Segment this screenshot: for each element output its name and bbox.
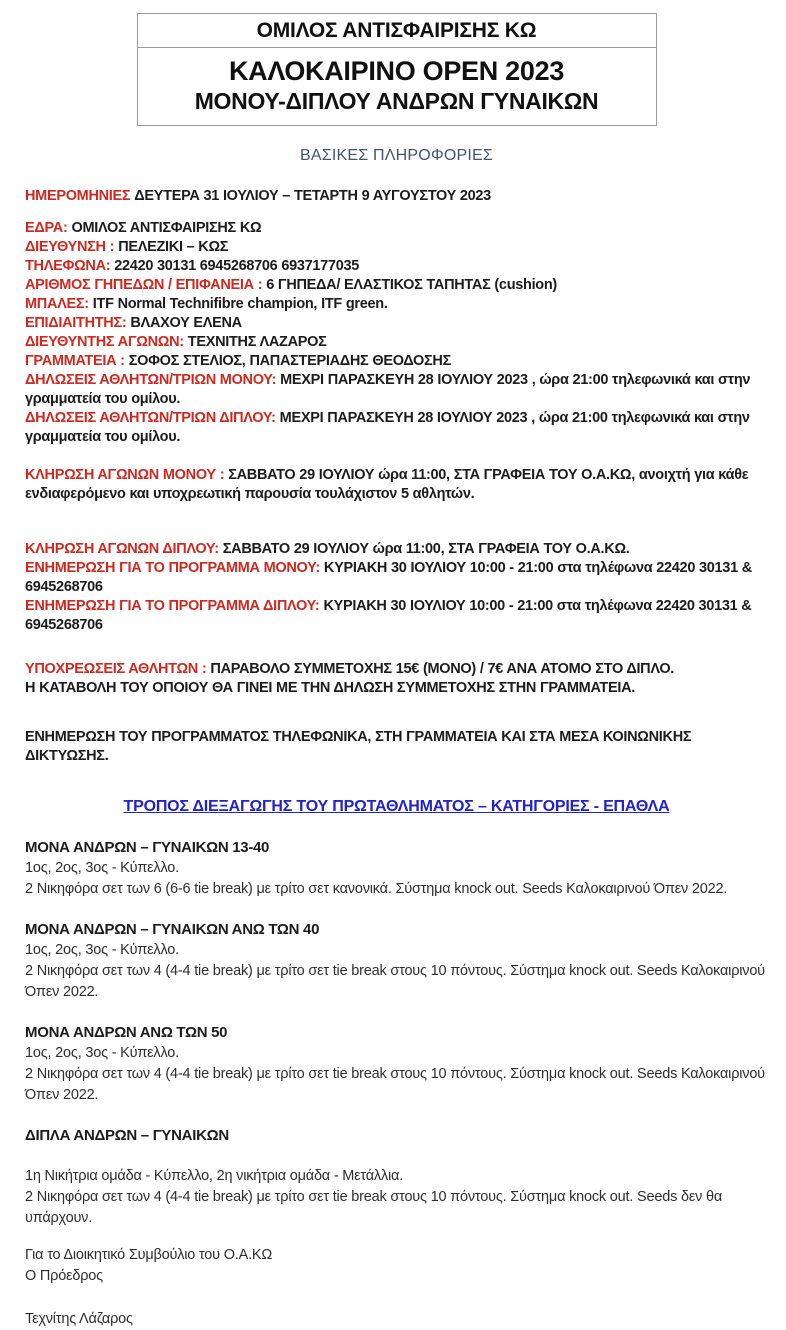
row-label: ΜΠΑΛΕΣ: bbox=[25, 296, 89, 313]
dates-value: ΔΕΥΤΕΡΑ 31 ΙΟΥΛΙΟΥ – ΤΕΤΑΡΤΗ 9 ΑΥΓΟΥΣΤΟΥ 2023 bbox=[134, 188, 491, 205]
row-value: 6 ΓΗΠΕΔΑ/ ΕΛΑΣΤΙΚΟΣ ΤΑΠΗΤΑΣ (cushion) bbox=[266, 277, 557, 294]
category-singles-over-50 bbox=[25, 1022, 768, 1106]
document-page bbox=[0, 13, 786, 1328]
row-value: ΜΕΧΡΙ ΠΑΡΑΣΚΕΥΗ 28 ΙΟΥΛΙΟΥ 2023 , ώρα 21:00 τηλεφωνικά και στην γραμματεία του ομίλου. bbox=[25, 410, 750, 446]
category-prizes-line: 1ος, 2ος, 3ος - Κύπελλο. bbox=[25, 1045, 179, 1062]
rules-heading: ΤΡΟΠΟΣ ΔΙΕΞΑΓΩΓΗΣ ΤΟΥ ΠΡΩΤΑΘΛΗΜΑΤΟΣ – ΚΑΤΗΓΟΡΙΕΣ - ΕΠΑΘΛΑ bbox=[123, 798, 670, 816]
row-label: ΕΠΙΔΙΑΙΤΗΤΗΣ: bbox=[25, 315, 127, 332]
courts-row bbox=[25, 276, 768, 295]
secretariat-row bbox=[25, 352, 768, 371]
row-value: ΟΜΙΛΟΣ ΑΝΤΙΣΦΑΙΡΙΣΗΣ ΚΩ bbox=[71, 220, 262, 237]
row-label: ΚΛΗΡΩΣΗ ΑΓΩΝΩΝ ΔΙΠΛΟΥ: bbox=[25, 541, 219, 558]
row-label: ΔΙΕΥΘΥΝΣΗ : bbox=[25, 239, 115, 256]
draw-doubles-row bbox=[25, 540, 768, 559]
category-format-line: 2 Νικηφόρα σετ των 4 (4-4 tie break) με τρίτο σετ tie break στους 10 πόντους. Σύστημα knock out. Seeds Καλοκαιρινού Όπεν 2022. bbox=[25, 963, 765, 1001]
row-label: ΔΙΕΥΘΥΝΤΗΣ ΑΓΩΝΩΝ: bbox=[25, 334, 184, 351]
event-title-block bbox=[138, 47, 656, 125]
signature-role: Ο Πρόεδρος bbox=[25, 1268, 103, 1285]
category-format-line: 2 Νικηφόρα σετ των 6 (6-6 tie break) με τρίτο σετ κανονικά. Σύστημα knock out. Seeds Καλοκαιρινού Όπεν 2022. bbox=[25, 881, 728, 898]
row-value: ΤΕΧΝΙΤΗΣ ΛΑΖΑΡΟΣ bbox=[187, 334, 327, 351]
category-title: ΜΟΝΑ ΑΝΔΡΩΝ ΑΝΩ ΤΩΝ 50 bbox=[25, 1024, 228, 1042]
category-format-line: 2 Νικηφόρα σετ των 4 (4-4 tie break) με τρίτο σετ tie break στους 10 πόντους. Σύστημα knock out. Seeds δεν θα υπάρχουν. bbox=[25, 1189, 723, 1227]
row-value: ΣΟΦΟΣ ΣΤΕΛΙΟΣ, ΠΑΠΑΣΤΕΡΙΑΔΗΣ ΘΕΟΔΟΣΗΣ bbox=[128, 353, 451, 370]
row-label: ΓΡΑΜΜΑΤΕΙΑ : bbox=[25, 353, 125, 370]
category-prizes-line: 1ος, 2ος, 3ος - Κύπελλο. bbox=[25, 942, 179, 959]
dates-row bbox=[25, 187, 768, 206]
signature-name: Τεχνίτης Λάζαρος bbox=[25, 1311, 133, 1328]
phones-row bbox=[25, 257, 768, 276]
row-label: ΥΠΟΧΡΕΩΣΕΙΣ ΑΘΛΗΤΩΝ : bbox=[25, 661, 207, 678]
row-label: ΤΗΛΕΦΩΝΑ: bbox=[25, 258, 111, 275]
row-value: ΚΥΡΙΑΚΗ 30 ΙΟΥΛΙΟΥ 10:00 - 21:00 στα τηλέφωνα 22420 30131 & 6945268706 bbox=[25, 598, 752, 634]
program-note-row: ΕΝΗΜΕΡΩΣΗ ΤΟΥ ΠΡΟΓΡΑΜΜΑΤΟΣ ΤΗΛΕΦΩΝΙΚΑ, ΣΤΗ ΓΡΑΜΜΑΤΕΙΑ ΚΑΙ ΣΤΑ ΜΕΣΑ ΚΟΙΝΩΝΙΚΗΣ ΔΙΚΤΥΩΣΗΣ. bbox=[25, 729, 692, 765]
draw-singles-row bbox=[25, 466, 768, 504]
program-doubles-row bbox=[25, 597, 768, 635]
row-value: ITF Normal Technifibre champion, ITF green. bbox=[92, 296, 388, 313]
row-value: ΣΑΒΒΑΤΟ 29 ΙΟΥΛΙΟΥ ώρα 11:00, ΣΤΑ ΓΡΑΦΕΙΑ ΤΟΥ Ο.Α.ΚΩ. bbox=[222, 541, 630, 558]
row-label: ΕΝΗΜΕΡΩΣΗ ΓΙΑ ΤΟ ΠΡΟΓΡΑΜΜΑ ΜΟΝΟΥ: bbox=[25, 560, 320, 577]
row-value: 22420 30131 6945268706 6937177035 bbox=[114, 258, 359, 275]
category-title: ΜΟΝΑ ΑΝΔΡΩΝ – ΓΥΝΑΙΚΩΝ ΑΝΩ ΤΩΝ 40 bbox=[25, 921, 320, 939]
category-singles-over-40 bbox=[25, 919, 768, 1003]
row-label: ΕΝΗΜΕΡΩΣΗ ΓΙΑ ΤΟ ΠΡΟΓΡΑΜΜΑ ΔΙΠΛΟΥ: bbox=[25, 598, 320, 615]
obligations-row-2: Η ΚΑΤΑΒΟΛΗ ΤΟΥ ΟΠΟΙΟΥ ΘΑ ΓΙΝΕΙ ΜΕ ΤΗΝ ΔΗΛΩΣΗ ΣΥΜΜΕΤΟΧΗΣ ΣΤΗΝ ΓΡΑΜΜΑΤΕΙΑ. bbox=[25, 680, 635, 697]
category-doubles bbox=[25, 1125, 768, 1229]
category-singles-13-40 bbox=[25, 837, 768, 900]
row-value: ΣΑΒΒΑΤΟ 29 ΙΟΥΛΙΟΥ ώρα 11:00, ΣΤΑ ΓΡΑΦΕΙΑ ΤΟΥ Ο.Α.ΚΩ, ανοιχτή για κάθε ενδιαφερόμενο και υποχρεωτική παρουσία τουλάχιστον 5 αθλητών. bbox=[25, 467, 749, 503]
row-label: ΔΗΛΩΣΕΙΣ ΑΘΛΗΤΩΝ/ΤΡΙΩΝ ΔΙΠΛΟΥ: bbox=[25, 410, 276, 427]
venue-info-group bbox=[25, 219, 768, 447]
event-title: ΚΑΛΟΚΑΙΡΙΝΟ OPEN 2023 bbox=[228, 56, 565, 86]
category-prizes-line: 1ος, 2ος, 3ος - Κύπελλο. bbox=[25, 860, 179, 877]
row-label: ΕΔΡΑ: bbox=[25, 220, 68, 237]
basic-info-heading: ΒΑΣΙΚΕΣ ΠΛΗΡΟΦΟΡΙΕΣ bbox=[300, 147, 493, 165]
row-label: ΚΛΗΡΩΣΗ ΑΓΩΝΩΝ ΜΟΝΟΥ : bbox=[25, 467, 225, 484]
signature-on-behalf: Για το Διοικητικό Συμβούλιο του Ο.Α.ΚΩ bbox=[25, 1247, 273, 1264]
club-name: ΟΜΙΛΟΣ ΑΝΤΙΣΦΑΙΡΙΣΗΣ ΚΩ bbox=[256, 19, 537, 42]
director-row bbox=[25, 333, 768, 352]
balls-row bbox=[25, 295, 768, 314]
referee-row bbox=[25, 314, 768, 333]
row-value: ΠΕΛΕΖΙΚΙ – ΚΩΣ bbox=[118, 239, 229, 256]
entries-doubles-row bbox=[25, 409, 768, 447]
address-row bbox=[25, 238, 768, 257]
row-value: ΒΛΑΧΟΥ ΕΛΕΝΑ bbox=[130, 315, 242, 332]
category-title: ΜΟΝΑ ΑΝΔΡΩΝ – ΓΥΝΑΙΚΩΝ 13-40 bbox=[25, 839, 270, 857]
row-value: ΠΑΡΑΒΟΛΟ ΣΥΜΜΕΤΟΧΗΣ 15€ (ΜΟΝΟ) / 7€ ΑΝΑ ΑΤΟΜΟ ΣΤΟ ΔΙΠΛΟ. bbox=[210, 661, 675, 678]
entries-singles-row bbox=[25, 371, 768, 409]
event-subtitle: ΜΟΝΟΥ-ΔΙΠΛΟΥ ΑΝΔΡΩΝ ΓΥΝΑΙΚΩΝ bbox=[194, 88, 599, 115]
row-label: ΔΗΛΩΣΕΙΣ ΑΘΛΗΤΩΝ/ΤΡΙΩΝ ΜΟΝΟΥ: bbox=[25, 372, 277, 389]
signature-block bbox=[25, 1245, 768, 1330]
row-label: ΑΡΙΘΜΟΣ ΓΗΠΕΔΩΝ / ΕΠΙΦΑΝΕΙΑ : bbox=[25, 277, 263, 294]
row-value: ΜΕΧΡΙ ΠΑΡΑΣΚΕΥΗ 28 ΙΟΥΛΙΟΥ 2023 , ώρα 21:00 τηλεφωνικά και στην γραμματεία του ομίλου. bbox=[25, 372, 751, 408]
program-singles-row bbox=[25, 559, 768, 597]
title-box bbox=[137, 13, 657, 126]
row-value: ΚΥΡΙΑΚΗ 30 ΙΟΥΛΙΟΥ 10:00 - 21:00 στα τηλέφωνα 22420 30131 & 6945268706 bbox=[25, 560, 752, 596]
venue-row bbox=[25, 219, 768, 238]
obligations-row bbox=[25, 660, 768, 679]
category-format-line: 2 Νικηφόρα σετ των 4 (4-4 tie break) με τρίτο σετ tie break στους 10 πόντους. Σύστημα knock out. Seeds Καλοκαιρινού Όπεν 2022. bbox=[25, 1066, 765, 1104]
category-title: ΔΙΠΛΑ ΑΝΔΡΩΝ – ΓΥΝΑΙΚΩΝ bbox=[25, 1127, 229, 1145]
category-prizes-line: 1η Νικήτρια ομάδα - Κύπελλο, 2η νικήτρια ομάδα - Μετάλλια. bbox=[25, 1168, 404, 1185]
dates-label: ΗΜΕΡΟΜΗΝΙΕΣ bbox=[25, 188, 131, 205]
